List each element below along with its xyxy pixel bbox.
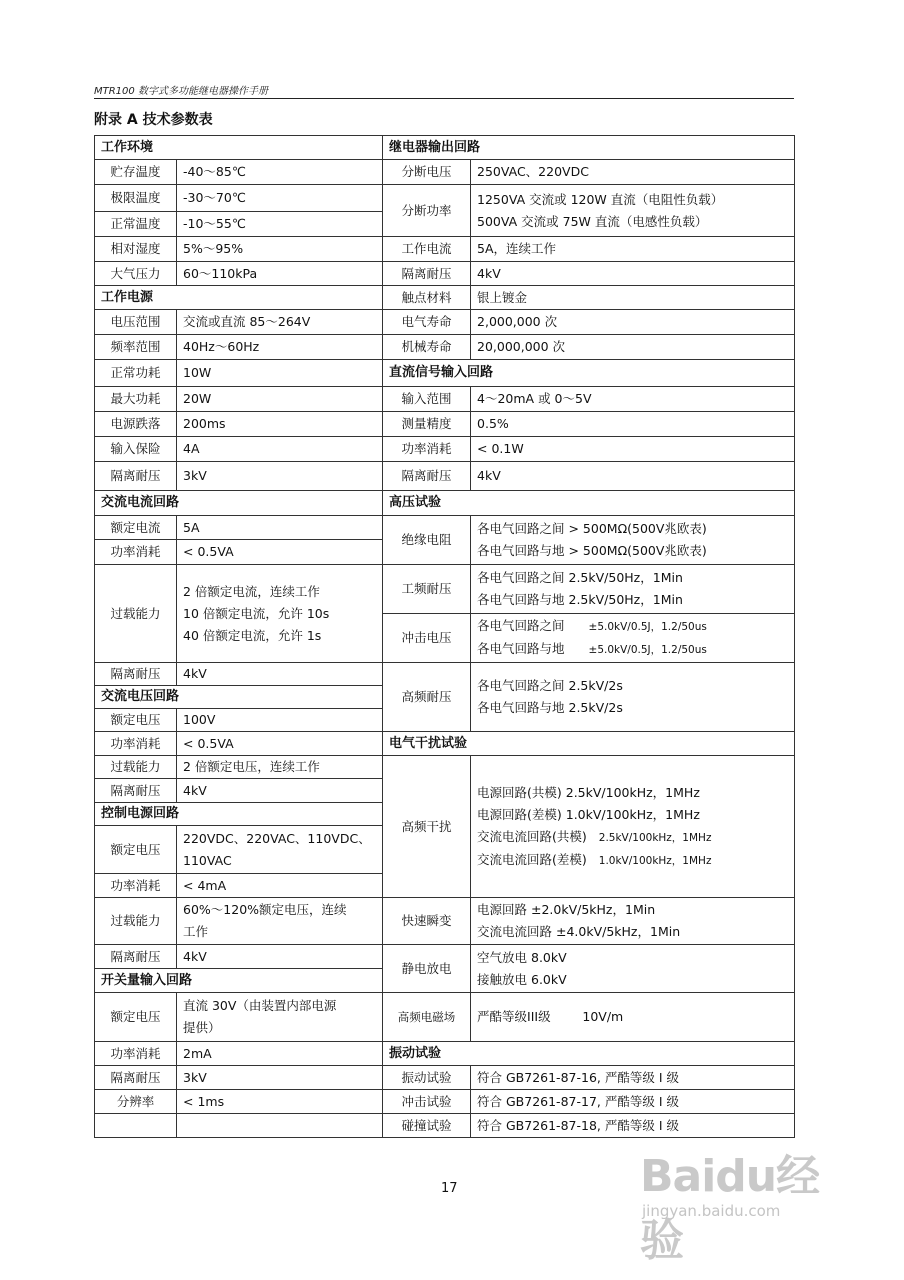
row-label: 高频耐压 [383,663,471,732]
table-row [95,136,795,160]
row-value: 4kV [471,462,795,491]
section-title: 控制电源回路 [95,803,383,826]
table-row [95,286,795,310]
row-value: -10～55℃ [177,212,383,237]
row-value: < 0.1W [471,437,795,462]
value-line-label: 各电气回路之间 [477,618,565,633]
value-line: 10 倍额定电流，允许 10s [183,605,330,621]
row-label: 额定电压 [95,709,177,732]
row-value: -40～85℃ [177,160,383,185]
row-value: -30～70℃ [177,185,383,212]
row-label: 振动试验 [383,1066,471,1090]
table-row [95,412,795,437]
table-row [95,437,795,462]
value-line: 110VAC [183,852,232,868]
row-value [471,756,795,898]
row-label: 频率范围 [95,335,177,360]
row-label: 隔离耐压 [383,462,471,491]
row-value: 2 倍额定电压，连续工作 [177,756,383,779]
value-line [477,638,794,661]
row-value: 符合 GB7261-87-18, 严酷等级 I 级 [471,1114,795,1138]
row-label: 功率消耗 [95,732,177,756]
row-value: 3kV [177,462,383,491]
table-row [95,663,795,686]
section-title: 开关量输入回路 [95,969,383,993]
value-line-value: 1.0kV/100kHz，1MHz [598,854,712,867]
value-line: 工作 [183,924,209,939]
value-line-label: 交流电流回路(共模) [477,828,587,844]
row-label: 冲击试验 [383,1090,471,1114]
row-label: 输入保险 [95,437,177,462]
row-value: 4kV [177,945,383,969]
value-line [477,826,794,849]
row-value: 200ms [177,412,383,437]
section-title: 交流电流回路 [95,491,383,516]
row-label: 高频电磁场 [383,993,471,1042]
table-row [95,462,795,491]
row-value: < 4mA [177,874,383,898]
row-value: 符合 GB7261-87-17, 严酷等级 I 级 [471,1090,795,1114]
row-value: 严酷等级III级 10V/m [471,993,795,1042]
page-number: 17 [441,1181,458,1196]
row-label: 隔离耐压 [95,779,177,803]
row-label: 隔离耐压 [95,462,177,491]
row-label: 工作电流 [383,237,471,262]
section-title: 交流电压回路 [95,686,383,709]
table-row [95,1090,795,1114]
row-value: 3kV [177,1066,383,1090]
row-label: 测量精度 [383,412,471,437]
row-value: 4kV [471,262,795,286]
row-value: 2,000,000 次 [471,310,795,335]
section-title: 高压试验 [383,491,795,516]
value-line: 电源回路(差模) 1.0kV/100kHz，1MHz [477,806,700,822]
table-row [95,1066,795,1090]
row-label: 分断电压 [383,160,471,185]
row-label: 大气压力 [95,262,177,286]
section-title: 继电器输出回路 [383,136,795,160]
section-title: 振动试验 [383,1042,795,1066]
empty-cell [95,1114,177,1138]
row-value: 5%～95% [177,237,383,262]
row-label: 静电放电 [383,945,471,993]
value-line-label: 各电气回路与地 [477,641,565,656]
row-label: 隔离耐压 [95,1066,177,1090]
row-value: 20,000,000 次 [471,335,795,360]
row-label: 功率消耗 [95,540,177,565]
value-line: 直流 30V（由装置内部电源 [183,998,337,1013]
row-value [471,663,795,732]
section-title: 电气干扰试验 [383,732,795,756]
document-header: MTR100 数字式多功能继电器操作手册 [94,86,268,97]
row-label: 机械寿命 [383,335,471,360]
row-value [471,614,795,663]
table-row [95,387,795,412]
row-value: 5A [177,516,383,540]
section-title: 工作电源 [95,286,383,310]
row-label: 隔离耐压 [383,262,471,286]
value-line-label: 交流电流回路(差模) [477,851,587,867]
value-line: 220VDC、220VAC、110VDC、 [183,830,371,846]
table-row [95,491,795,516]
row-label: 分辨率 [95,1090,177,1114]
value-line [477,615,794,638]
row-value: 100V [177,709,383,732]
row-value: 4～20mA 或 0～5V [471,387,795,412]
row-label: 电气寿命 [383,310,471,335]
row-label: 正常功耗 [95,360,177,387]
row-label: 工频耐压 [383,565,471,614]
row-value: 4kV [177,779,383,803]
table-row [95,360,795,387]
section-title: 工作环境 [95,136,383,160]
row-value: < 1ms [177,1090,383,1114]
value-line: 各电气回路与地 2.5kV/2s [477,700,623,715]
header-rule [94,98,794,99]
row-label: 隔离耐压 [95,663,177,686]
row-value [471,185,795,237]
row-value: 4A [177,437,383,462]
row-label: 最大功耗 [95,387,177,412]
row-label: 分断功率 [383,185,471,237]
baidu-watermark [640,1140,840,1266]
row-label: 过载能力 [95,898,177,945]
row-label: 功率消耗 [95,874,177,898]
value-line: 各电气回路之间 > 500MΩ(500V兆欧表) [477,521,707,536]
row-value: 符合 GB7261-87-16, 严酷等级 I 级 [471,1066,795,1090]
row-value [177,826,383,874]
row-label: 相对湿度 [95,237,177,262]
value-line: 提供） [183,1020,221,1035]
empty-cell [177,1114,383,1138]
row-value [471,516,795,565]
row-value: 60～110kPa [177,262,383,286]
row-value: 5A，连续工作 [471,237,795,262]
section-title: 直流信号输入回路 [383,360,795,387]
table-row [95,237,795,262]
value-line: 各电气回路与地 2.5kV/50Hz，1Min [477,592,683,607]
row-value: 0.5% [471,412,795,437]
row-label: 高频干扰 [383,756,471,898]
table-row [95,1042,795,1066]
value-line: 40 倍额定电流，允许 1s [183,627,322,643]
row-label: 正常温度 [95,212,177,237]
row-label: 触点材料 [383,286,471,310]
row-value: < 0.5VA [177,732,383,756]
row-value: 40Hz～60Hz [177,335,383,360]
table-row [95,1114,795,1138]
row-label: 电压范围 [95,310,177,335]
value-line: 空气放电 8.0kV [477,949,567,965]
value-line: 接触放电 6.0kV [477,971,567,987]
table-row [95,732,795,756]
appendix-title: 附录 A 技术参数表 [94,112,213,128]
value-line: 1250VA 交流或 120W 直流（电阻性负载） [477,191,724,207]
watermark-logo: Baidu经验 [640,1151,820,1266]
value-line: 60%～120%额定电压，连续 [183,902,347,917]
row-label: 额定电流 [95,516,177,540]
table-row [95,185,795,212]
table-row [95,898,795,945]
value-line-value: 2.5kV/100kHz，1MHz [598,831,712,844]
row-value: 10W [177,360,383,387]
row-value: 20W [177,387,383,412]
row-label: 输入范围 [383,387,471,412]
value-line: 电源回路 ±2.0kV/5kHz，1Min [477,902,656,917]
table-row [95,993,795,1042]
value-line [477,849,794,872]
row-value: 交流或直流 85～264V [177,310,383,335]
value-line: 500VA 交流或 75W 直流（电感性负载） [477,213,708,229]
table-row [95,160,795,185]
row-label: 快速瞬变 [383,898,471,945]
row-label: 隔离耐压 [95,945,177,969]
row-value: 4kV [177,663,383,686]
table-row [95,756,795,779]
value-line: 各电气回路之间 2.5kV/50Hz，1Min [477,570,683,585]
table-row [95,262,795,286]
row-label: 额定电压 [95,826,177,874]
row-label: 绝缘电阻 [383,516,471,565]
row-value [177,898,383,945]
watermark-url: jingyan.baidu.com [642,1202,781,1220]
value-line: 电源回路(共模) 2.5kV/100kHz，1MHz [477,784,700,800]
value-line: 各电气回路与地 > 500MΩ(500V兆欧表) [477,543,707,558]
row-label: 贮存温度 [95,160,177,185]
row-label: 过载能力 [95,756,177,779]
row-label: 功率消耗 [95,1042,177,1066]
row-label: 电源跌落 [95,412,177,437]
row-label: 过载能力 [95,565,177,663]
row-value: 250VAC、220VDC [471,160,795,185]
row-label: 额定电压 [95,993,177,1042]
row-value [471,898,795,945]
table-row [95,565,795,614]
row-value [177,565,383,663]
row-value: 2mA [177,1042,383,1066]
row-value: < 0.5VA [177,540,383,565]
row-label: 碰撞试验 [383,1114,471,1138]
spec-table [94,135,795,1138]
row-value [177,993,383,1042]
row-label: 冲击电压 [383,614,471,663]
row-value [471,565,795,614]
table-row [95,945,795,969]
row-label: 极限温度 [95,185,177,212]
value-line: 2 倍额定电流，连续工作 [183,583,320,599]
row-value [471,945,795,993]
table-row [95,310,795,335]
table-row [95,335,795,360]
value-line: 各电气回路之间 2.5kV/2s [477,678,623,693]
value-line: 交流电流回路 ±4.0kV/5kHz，1Min [477,924,681,939]
value-line-value: ±5.0kV/0.5J，1.2/50us [588,644,707,656]
value-line-value: ±5.0kV/0.5J，1.2/50us [588,621,707,633]
row-label: 功率消耗 [383,437,471,462]
row-value: 银上镀金 [471,286,795,310]
table-row [95,516,795,540]
